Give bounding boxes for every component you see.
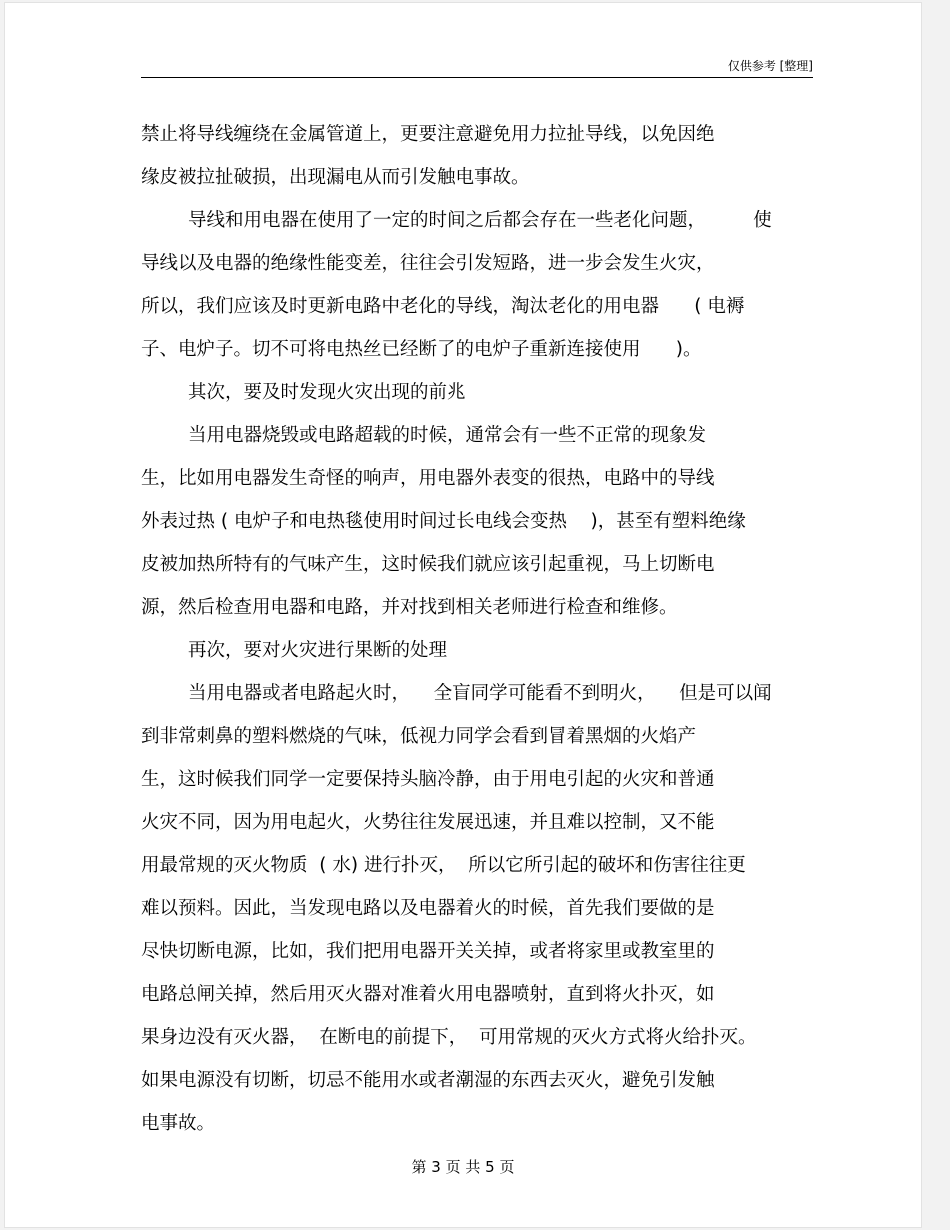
text-line: 尽快切断电源，比如，我们把用电器开关关掉，或者将家里或教室里的 [141,941,715,962]
page-number: 第 3 页 共 5 页 [411,1158,515,1176]
text-line: 源，然后检查用电器和电路，并对找到相关老师进行检查和维修。 [141,597,678,618]
page-header [141,55,813,78]
section-heading: 再次，要对火灾进行果断的处理 [141,640,448,661]
text-line: 外表过热 ( 电炉子和电热毯使用时间过长电线会变热 )，甚至有塑料绝缘 [141,511,746,532]
text-line: 当用电器或者电路起火时， 全盲同学可能看不到明火， 但是可以闻 [141,683,772,704]
text-line: 禁止将导线缠绕在金属管道上，更要注意避免用力拉扯导线，以免因绝 [141,124,715,145]
text-line: 子、电炉子。切不可将电热丝已经断了的电炉子重新连接使用 )。 [141,339,702,360]
body-text [141,113,821,1145]
text-line: 电事故。 [141,1113,216,1134]
text-line: 皮被加热所特有的气味产生，这时候我们就应该引起重视，马上切断电 [141,554,715,575]
text-line: 所以，我们应该及时更新电路中老化的导线，淘汰老化的用电器 ( 电褥 [141,296,745,317]
text-line: 缘皮被拉扯破损，出现漏电从而引发触电事故。 [141,167,530,188]
text-line: 果身边没有灭火器， 在断电的前提下， 可用常规的灭火方式将火给扑灭。 [141,1027,757,1048]
document-page [4,2,922,1228]
text-line: 导线和用电器在使用了一定的时间之后都会存在一些老化问题， 使 [141,210,772,231]
text-line: 难以预料。因此，当发现电路以及电器着火的时候，首先我们要做的是 [141,898,715,919]
text-line: 火灾不同，因为用电起火，火势往往发展迅速，并且难以控制，又不能 [141,812,715,833]
text-line: 生，这时候我们同学一定要保持头脑冷静，由于用电引起的火灾和普通 [141,769,715,790]
header-text: 仅供参考 [整理] [727,59,813,73]
text-line: 到非常刺鼻的塑料燃烧的气味，低视力同学会看到冒着黑烟的火焰产 [141,726,697,747]
text-line: 生，比如用电器发生奇怪的响声，用电器外表变的很热，电路中的导线 [141,468,715,489]
text-line: 电路总闸关掉，然后用灭火器对准着火用电器喷射，直到将火扑灭，如 [141,984,715,1005]
text-line: 如果电源没有切断，切忌不能用水或者潮湿的东西去灭火，避免引发触 [141,1070,715,1091]
page-footer [5,1156,921,1177]
text-line: 用最常规的灭火物质 ( 水) 进行扑灭， 所以它所引起的破坏和伤害往往更 [141,855,746,876]
section-heading: 其次，要及时发现火灾出现的前兆 [141,382,466,403]
text-line: 导线以及电器的绝缘性能变差，往往会引发短路，进一步会发生火灾， [141,253,715,274]
text-line: 当用电器烧毁或电路超载的时候，通常会有一些不正常的现象发 [141,425,707,446]
